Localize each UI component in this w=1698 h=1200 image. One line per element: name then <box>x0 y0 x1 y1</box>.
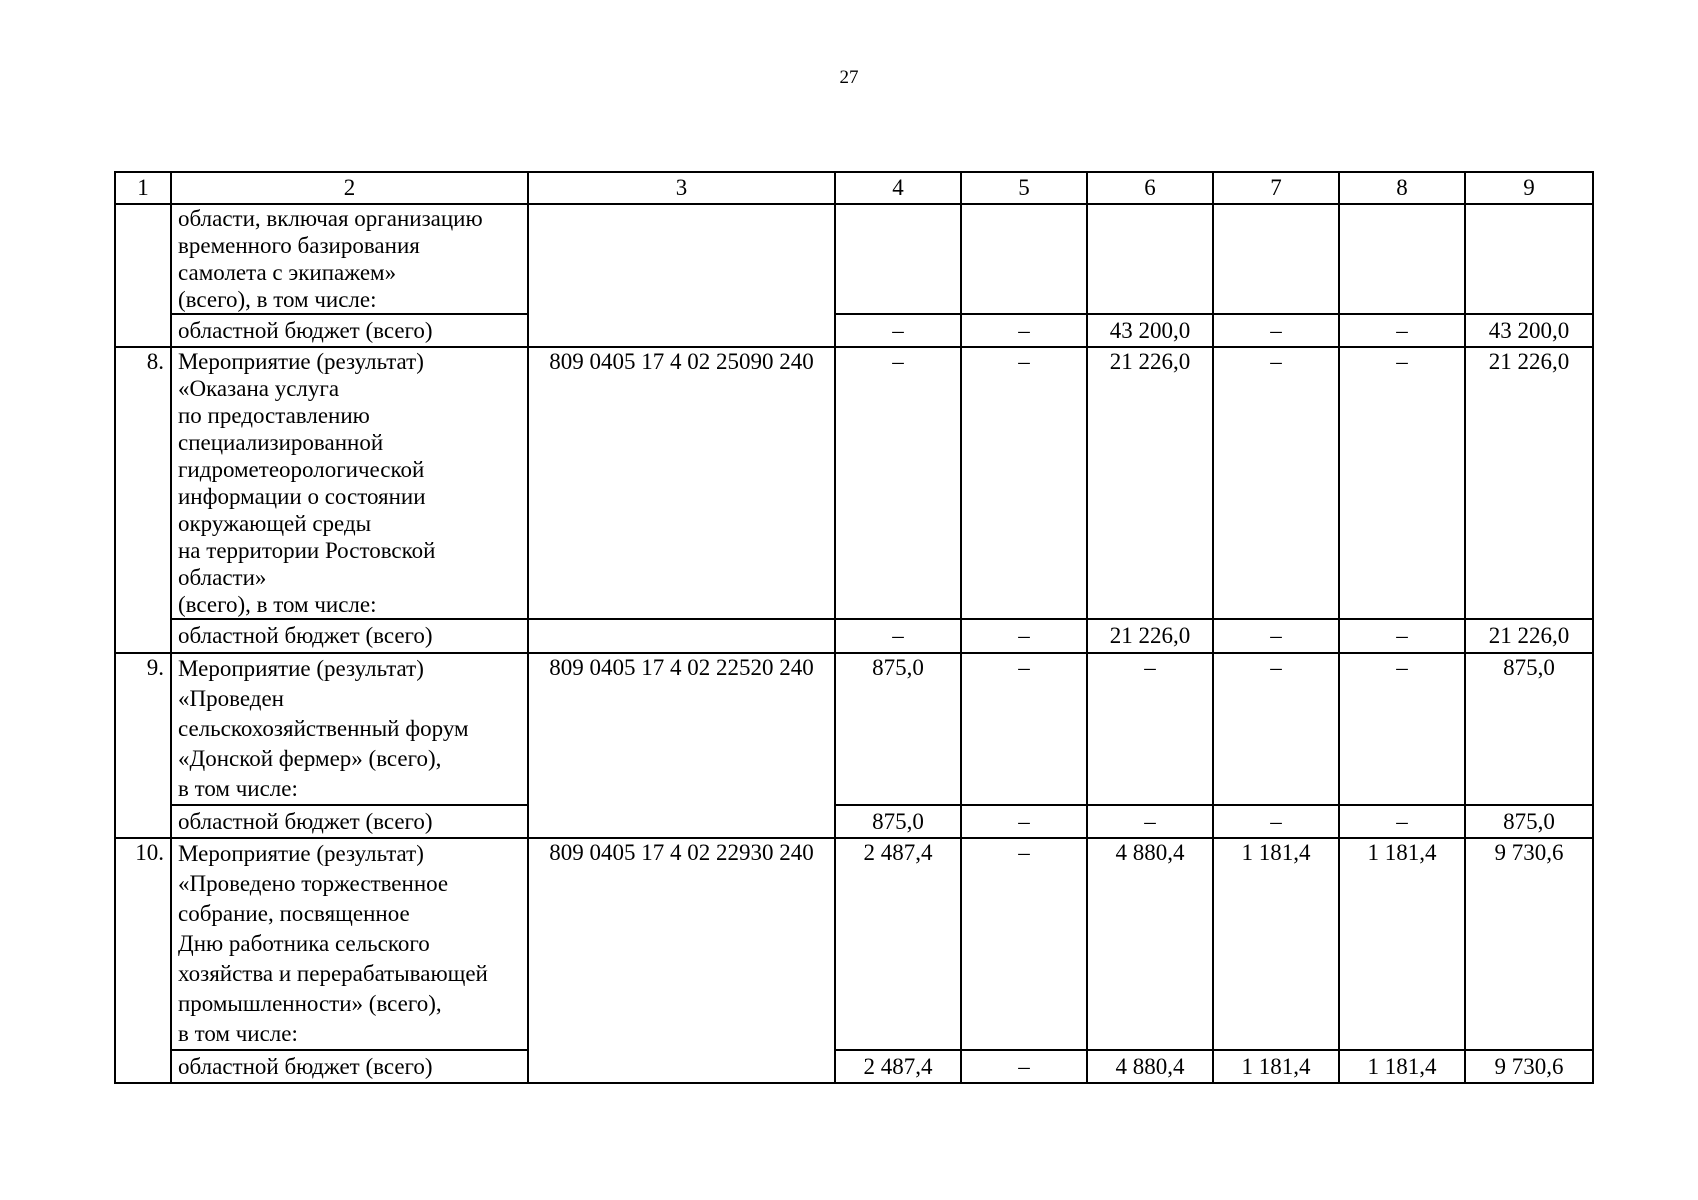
value-cell: 21 226,0 <box>1087 347 1213 619</box>
measure-name-line: Мероприятие (результат) <box>178 349 424 374</box>
measure-name-line: гидрометеорологической <box>178 457 425 482</box>
budget-code: 809 0405 17 4 02 22930 240 <box>528 838 835 1083</box>
measure-name-line: «Проведено торжественное <box>178 871 449 896</box>
measure-name-line: в том числе: <box>178 1021 298 1046</box>
subtotal-value-cell: 1 181,4 <box>1339 1050 1465 1083</box>
measure-name-line: по предоставлению <box>178 403 370 428</box>
value-cell: – <box>1339 347 1465 619</box>
subtotal-row <box>115 1050 1593 1083</box>
value-cell: 875,0 <box>1465 653 1593 805</box>
value-cell: – <box>1339 653 1465 805</box>
table-row <box>115 204 1593 314</box>
subtotal-value-cell: 1 181,4 <box>1213 1050 1339 1083</box>
measure-name <box>171 347 528 619</box>
subtotal-value-cell: 4 880,4 <box>1087 1050 1213 1083</box>
row-number <box>115 204 171 347</box>
measure-name-line: временного базирования <box>178 233 420 258</box>
budget-table <box>114 171 1594 1084</box>
measure-name-line: (всего), в том числе: <box>178 592 377 617</box>
subtotal-label: областной бюджет (всего) <box>171 1050 528 1083</box>
subtotal-value-cell: – <box>1213 314 1339 347</box>
subtotal-label: областной бюджет (всего) <box>171 619 528 653</box>
value-cell: 875,0 <box>835 653 961 805</box>
row-number: 10. <box>115 838 171 1083</box>
measure-name-line: (всего), в том числе: <box>178 287 377 312</box>
header-cell: 5 <box>961 172 1087 204</box>
measure-name-line: промышленности» (всего), <box>178 991 442 1016</box>
measure-name-line: хозяйства и перерабатывающей <box>178 961 488 986</box>
measure-name-line: в том числе: <box>178 776 298 801</box>
measure-name <box>171 653 528 805</box>
value-cell: 21 226,0 <box>1465 347 1593 619</box>
subtotal-value-cell: – <box>1213 619 1339 653</box>
subtotal-value-cell: 875,0 <box>835 805 961 838</box>
subtotal-value-cell: 43 200,0 <box>1087 314 1213 347</box>
value-cell: – <box>1213 653 1339 805</box>
measure-name-line: окружающей среды <box>178 511 372 536</box>
subtotal-label: областной бюджет (всего) <box>171 314 528 347</box>
subtotal-label: областной бюджет (всего) <box>171 805 528 838</box>
subtotal-value-cell: – <box>835 314 961 347</box>
row-number: 8. <box>115 347 171 653</box>
value-cell <box>1087 204 1213 314</box>
subtotal-value-cell: 9 730,6 <box>1465 1050 1593 1083</box>
measure-name-line: Дню работника сельского <box>178 931 430 956</box>
measure-name-line: области, включая организацию <box>178 206 483 231</box>
value-cell: 1 181,4 <box>1213 838 1339 1050</box>
value-cell: – <box>961 838 1087 1050</box>
value-cell <box>1213 204 1339 314</box>
value-cell: 1 181,4 <box>1339 838 1465 1050</box>
table-row <box>115 347 1593 619</box>
page-number: 27 <box>839 67 859 88</box>
budget-code: 809 0405 17 4 02 25090 240 <box>528 347 835 619</box>
header-cell: 3 <box>528 172 835 204</box>
value-cell: 4 880,4 <box>1087 838 1213 1050</box>
subtotal-value-cell: – <box>1339 805 1465 838</box>
subtotal-value-cell: – <box>1339 314 1465 347</box>
measure-name <box>171 838 528 1050</box>
header-cell: 6 <box>1087 172 1213 204</box>
subtotal-value-cell: 43 200,0 <box>1465 314 1593 347</box>
value-cell <box>961 204 1087 314</box>
budget-code <box>528 204 835 347</box>
value-cell: – <box>835 347 961 619</box>
subtotal-row <box>115 805 1593 838</box>
header-row <box>115 172 1593 204</box>
subtotal-value-cell: – <box>1339 619 1465 653</box>
measure-name-line: Мероприятие (результат) <box>178 841 424 866</box>
subtotal-value-cell: 21 226,0 <box>1465 619 1593 653</box>
measure-name-line: информации о состоянии <box>178 484 426 509</box>
header-cell: 2 <box>171 172 528 204</box>
subtotal-value-cell: 875,0 <box>1465 805 1593 838</box>
value-cell: – <box>1213 347 1339 619</box>
measure-name-line: сельскохозяйственный форум <box>178 716 469 741</box>
table-row <box>115 653 1593 805</box>
header-cell: 1 <box>115 172 171 204</box>
value-cell: – <box>1087 653 1213 805</box>
row-number: 9. <box>115 653 171 838</box>
budget-code-empty <box>528 619 835 653</box>
budget-code: 809 0405 17 4 02 22520 240 <box>528 653 835 838</box>
value-cell: – <box>961 347 1087 619</box>
subtotal-row <box>115 314 1593 347</box>
header-cell: 9 <box>1465 172 1593 204</box>
subtotal-value-cell: – <box>961 619 1087 653</box>
value-cell <box>835 204 961 314</box>
measure-name-line: «Оказана услуга <box>178 376 340 401</box>
value-cell <box>1465 204 1593 314</box>
subtotal-value-cell: – <box>1213 805 1339 838</box>
table-row <box>115 838 1593 1050</box>
measure-name-line: специализированной <box>178 430 384 455</box>
value-cell <box>1339 204 1465 314</box>
header-cell: 8 <box>1339 172 1465 204</box>
measure-name-line: «Проведен <box>178 686 284 711</box>
subtotal-value-cell: – <box>961 314 1087 347</box>
value-cell: 9 730,6 <box>1465 838 1593 1050</box>
measure-name-line: «Донской фермер» (всего), <box>178 746 442 771</box>
subtotal-value-cell: 2 487,4 <box>835 1050 961 1083</box>
subtotal-value-cell: 21 226,0 <box>1087 619 1213 653</box>
measure-name-line: Мероприятие (результат) <box>178 656 424 681</box>
value-cell: 2 487,4 <box>835 838 961 1050</box>
value-cell: – <box>961 653 1087 805</box>
header-cell: 4 <box>835 172 961 204</box>
subtotal-value-cell: – <box>1087 805 1213 838</box>
measure-name-line: самолета с экипажем» <box>178 260 397 285</box>
measure-name <box>171 204 528 314</box>
header-cell: 7 <box>1213 172 1339 204</box>
subtotal-value-cell: – <box>961 805 1087 838</box>
measure-name-line: собрание, посвященное <box>178 901 410 926</box>
measure-name-line: области» <box>178 565 267 590</box>
subtotal-value-cell: – <box>835 619 961 653</box>
subtotal-value-cell: – <box>961 1050 1087 1083</box>
subtotal-row <box>115 619 1593 653</box>
measure-name-line: на территории Ростовской <box>178 538 436 563</box>
